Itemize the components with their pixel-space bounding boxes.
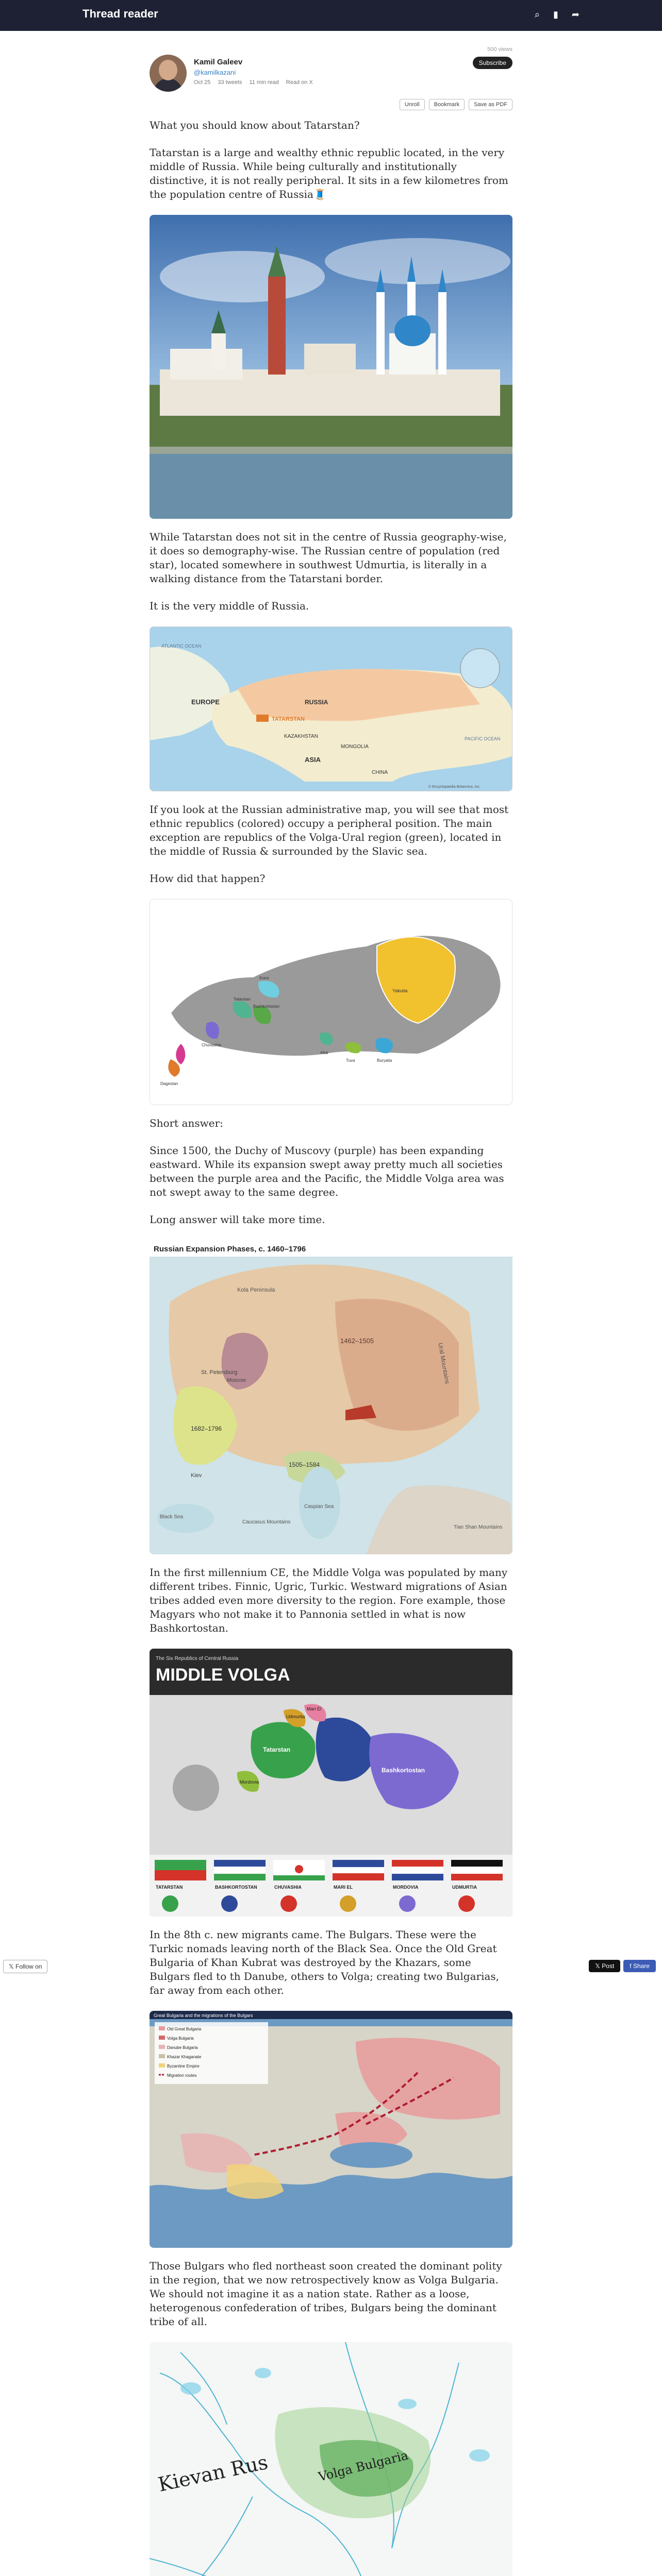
map-label: Kievan Rus <box>156 2450 270 2496</box>
legend-label: BASHKORTOSTAN <box>215 1885 257 1890</box>
map-label: Buryatia <box>377 1058 392 1063</box>
view-count: 500 views <box>487 46 512 53</box>
map-label: CHINA <box>372 770 388 775</box>
avatar[interactable] <box>150 55 187 92</box>
map-label: Komi <box>259 976 269 980</box>
map-label: PACIFIC OCEAN <box>465 736 501 741</box>
map-title: MIDDLE VOLGA <box>156 1665 290 1685</box>
save-pdf-button[interactable]: Save as PDF <box>469 99 512 110</box>
paragraph: Long answer will take more time. <box>150 1213 325 1226</box>
map-label: Udmurtia <box>286 1714 305 1719</box>
tweet-count: 33 tweets <box>218 79 242 86</box>
search-icon[interactable]: ⌕ <box>534 9 540 20</box>
legend-label: MORDOVIA <box>393 1885 419 1890</box>
follow-button[interactable]: 𝕏 Follow on <box>3 1960 47 1973</box>
map-label: TATARSTAN <box>272 716 305 722</box>
map-label: Ural Mountains <box>437 1342 451 1384</box>
map-label: Tian Shan Mountains <box>454 1524 503 1530</box>
action-bar <box>150 99 512 110</box>
brand-logo[interactable]: Thread reader <box>82 7 158 20</box>
map-credit: © Encyclopaedia Britannica, Inc. <box>428 785 481 789</box>
x-icon: 𝕏 <box>595 1962 602 1970</box>
map-label: MONGOLIA <box>341 744 369 750</box>
x-icon: 𝕏 <box>9 1963 16 1970</box>
paragraph: In the first millennium CE, the Middle Volga was populated by many different tribes. Finnic, Ugric, Turkic. Westward migrations of Asian tribes added even more diversity to the region. Fore example, those Magyars who not make it to Pannonia settled in what is now Bashkortostan. <box>150 1566 508 1634</box>
russia-location-map[interactable] <box>150 626 512 791</box>
map-label: Tatarstan <box>234 997 251 1002</box>
map-label: Mordovia <box>240 1780 259 1785</box>
author-stats <box>194 79 313 86</box>
paragraph: It is the very middle of Russia. <box>150 600 309 612</box>
map-label: Black Sea <box>160 1514 184 1520</box>
legend-label: TATARSTAN <box>156 1885 183 1890</box>
unroll-button[interactable]: Unroll <box>400 99 425 110</box>
paragraph: While Tatarstan does not sit in the centre of Russia geography-wise, it does so demography-wise. The Russian centre of population (red star), located somewhere in southwest Udmurtia, is literally in a walking distance from the Tatarstani border. <box>150 531 507 585</box>
map-label: 1462–1505 <box>340 1337 374 1345</box>
map-label: 1682–1796 <box>191 1425 222 1432</box>
read-on-x-link[interactable]: Read on X <box>286 79 313 86</box>
bookmark-button[interactable]: Bookmark <box>429 99 465 110</box>
map-label: Caspian Sea <box>304 1504 334 1510</box>
map-label: Tuva <box>346 1058 355 1063</box>
map-label: Kola Peninsula <box>237 1287 275 1293</box>
legend-label: Danube Bulgaria <box>167 2045 198 2050</box>
map-label: RUSSIA <box>305 699 328 706</box>
legend-label: CHUVASHIA <box>274 1885 302 1890</box>
share-group <box>589 1960 656 1972</box>
kazan-kremlin-photo[interactable] <box>150 215 512 519</box>
article-column <box>150 46 512 2576</box>
map-label: Caucasus Mountains <box>242 1519 291 1525</box>
legend-label: Migration routes <box>167 2073 197 2078</box>
paragraph: Tatarstan is a large and wealthy ethnic republic located, in the very middle of Russia. While being culturally and institutionally distinctive, it is not really peripheral. It sits in a few kilometres from the population centre of Russia🧵 <box>150 146 508 200</box>
top-icons <box>535 9 580 21</box>
legend-label: UDMURTIA <box>452 1885 477 1890</box>
map-label: Chuvashia <box>202 1043 221 1047</box>
read-time: 11 min read <box>249 79 279 86</box>
paragraph: What you should know about Tatarstan? <box>150 119 360 131</box>
legend-label: MARI EL <box>334 1885 353 1890</box>
map-label: Bashkortostan <box>253 1004 280 1009</box>
subscribe-button[interactable]: Subscribe <box>473 57 512 69</box>
paragraph: Those Bulgars who fled northeast soon created the dominant polity in the region, that we now retrospectively know as Volga Bulgaria. We should not imagine it as a nation state. Rather as a loose, heterogenous confederation of tribes, Bulgars being the dominant tribe of all. <box>150 2260 502 2328</box>
map-label: St. Petersburg <box>201 1369 238 1376</box>
map-label: EUROPE <box>191 698 220 706</box>
bulgar-migrations-map[interactable] <box>150 2011 512 2248</box>
bookmark-icon[interactable]: ▮ <box>553 9 558 20</box>
volga-bulgaria-map[interactable] <box>150 2342 512 2576</box>
middle-volga-map[interactable] <box>150 1649 512 1917</box>
map-label: Altai <box>320 1050 328 1055</box>
map-label: Kiev <box>191 1472 202 1479</box>
map-subtitle: The Six Republics of Central Russia <box>156 1656 239 1662</box>
author-name[interactable]: Kamil Galeev <box>194 58 243 66</box>
map-title: Russian Expansion Phases, c. 1460–1796 <box>154 1245 306 1253</box>
map-label: ATLANTIC OCEAN <box>161 643 202 649</box>
legend-label: Byzantine Empire <box>167 2064 200 2069</box>
share-icon[interactable]: ➦ <box>571 9 580 20</box>
paragraph: How did that happen? <box>150 872 266 885</box>
facebook-icon: f <box>630 1962 633 1970</box>
paragraph: In the 8th c. new migrants came. The Bulgars. These were the Turkic nomads leaving north of the Black Sea. Once the Old Great Bulgaria of Khan Kubrat was destroyed by the Khazars, some Bulgars fled to th Danube, others to Volga; creating two Bulgarias, far away from each other. <box>150 1928 500 1996</box>
legend-label: Volga Bulgaria <box>167 2036 194 2041</box>
legend-label: Khazar Khaganate <box>167 2055 202 2059</box>
author-handle[interactable]: @kamilkazani <box>194 69 236 76</box>
map-label: Dagestan <box>160 1081 178 1086</box>
author-card <box>150 55 512 96</box>
map-label: Bashkortostan <box>382 1767 425 1774</box>
map-label: Mari El <box>307 1706 322 1711</box>
map-label: Yakutia <box>392 988 408 993</box>
map-label: 1505–1584 <box>289 1461 320 1468</box>
map-label: Tatarstan <box>263 1746 291 1753</box>
russia-republics-map[interactable] <box>150 899 512 1105</box>
post-date: Oct 25 <box>194 79 211 86</box>
paragraph: If you look at the Russian administrative map, you will see that most ethnic republics (colored) occupy a peripheral position. The main exception are republics of the Volga-Ural region (green), located in the middle of Russia & surrounded by the Slavic sea. <box>150 803 509 857</box>
paragraph: Since 1500, the Duchy of Muscovy (purple) has been expanding eastward. While its expansion swept away pretty much all societies between the purple area and the Pacific, the Middle Volga area was not swept away to the same degree. <box>150 1144 504 1198</box>
russian-expansion-map[interactable] <box>150 1240 512 1554</box>
map-label: KAZAKHSTAN <box>284 734 318 739</box>
facebook-share-button[interactable]: f Share <box>623 1960 656 1972</box>
map-label: Volga Bulgaria <box>317 2448 410 2484</box>
map-title: Great Bulgaria and the migrations of the Bulgars <box>154 2013 253 2018</box>
legend-label: Old Great Bulgaria <box>167 2027 202 2031</box>
top-bar <box>0 0 662 31</box>
map-label: Moscow <box>227 1378 246 1383</box>
map-label: ASIA <box>305 756 321 764</box>
post-button[interactable]: 𝕏 Post <box>589 1960 620 1972</box>
paragraph: Short answer: <box>150 1117 223 1129</box>
